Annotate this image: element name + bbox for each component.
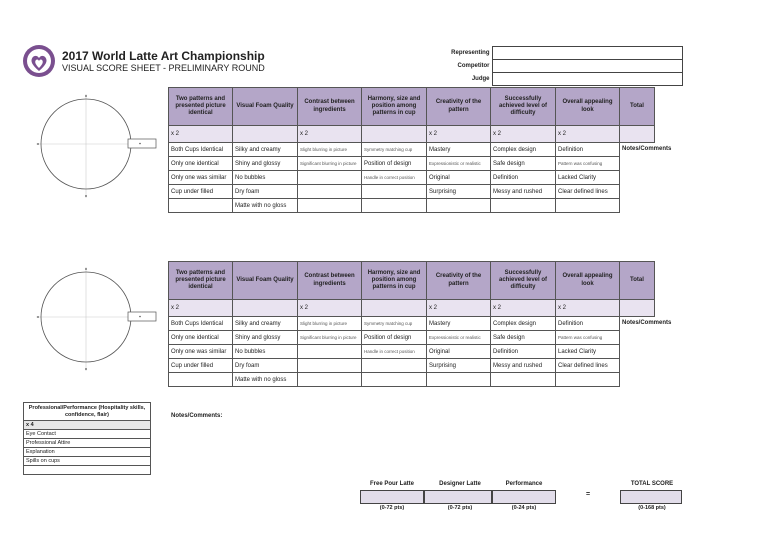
criteria-cell xyxy=(169,373,233,387)
score-table-free-pour xyxy=(168,87,672,213)
col-header: Contrast between ingredients xyxy=(298,88,362,126)
criteria-cell: No bubbles xyxy=(233,171,298,185)
multiplier: x 2 xyxy=(298,126,362,143)
criteria-cell: Original xyxy=(427,171,491,185)
free-pour-score-field[interactable] xyxy=(360,490,424,504)
total-score-label: TOTAL SCORE xyxy=(630,481,674,487)
criteria-cell xyxy=(298,345,362,359)
free-pour-range: (0-72 pts) xyxy=(379,505,405,511)
cup-diagram-free-pour xyxy=(36,94,160,198)
criteria-cell: Mastery xyxy=(427,317,491,331)
professional-item: Explanation xyxy=(24,448,151,457)
criteria-cell: Definition xyxy=(556,317,620,331)
cup-diagram-designer xyxy=(36,267,160,371)
criteria-cell: Matte with no gloss xyxy=(233,199,298,213)
criteria-cell: Shiny and glossy xyxy=(233,157,298,171)
equals-sign: = xyxy=(586,491,591,498)
total-score-range: (0-168 pts) xyxy=(638,505,666,511)
multiplier: x 2 xyxy=(556,300,620,317)
col-header: Contrast between ingredients xyxy=(298,262,362,300)
criteria-cell: Significant blurring in picture xyxy=(298,331,362,345)
total-score-field[interactable] xyxy=(620,490,682,504)
multiplier: x 2 xyxy=(491,126,556,143)
professional-item: Spills on cups xyxy=(24,457,151,466)
page-title: 2017 World Latte Art Championship xyxy=(62,49,265,63)
professional-header: Professional/Performance (Hospitality skills, confidence, flair) xyxy=(24,403,151,421)
criteria-cell: Handle in correct position xyxy=(362,171,427,185)
criteria-cell xyxy=(427,199,491,213)
criteria-cell xyxy=(491,199,556,213)
criteria-cell: Definition xyxy=(491,171,556,185)
criteria-cell: Cup under filled xyxy=(169,185,233,199)
professional-item: Eye Contact xyxy=(24,430,151,439)
competitor-info xyxy=(430,46,683,86)
criteria-cell: Mastery xyxy=(427,143,491,157)
criteria-cell: Safe design xyxy=(491,157,556,171)
criteria-cell: Surprising xyxy=(427,185,491,199)
col-header: Visual Foam Quality xyxy=(233,262,298,300)
multiplier: x 2 xyxy=(427,126,491,143)
criteria-cell xyxy=(362,373,427,387)
notes-comments-label: Notes/Comments xyxy=(622,146,672,152)
criteria-cell xyxy=(491,373,556,387)
score-cell[interactable] xyxy=(233,126,298,143)
criteria-cell: Significant blurring in picture xyxy=(298,157,362,171)
criteria-cell: Symmetry matching cup xyxy=(362,317,427,331)
multiplier: x 2 xyxy=(298,300,362,317)
col-header: Two patterns and presented picture identical xyxy=(169,88,233,126)
score-table-designer xyxy=(168,261,672,387)
criteria-cell: Expressionistic or realistic xyxy=(427,331,491,345)
col-header: Two patterns and presented picture identical xyxy=(169,262,233,300)
col-header: Successfully achieved level of difficulty xyxy=(491,262,556,300)
col-header: Creativity of the pattern xyxy=(427,88,491,126)
criteria-cell: Dry foam xyxy=(233,359,298,373)
total-cell[interactable] xyxy=(620,300,655,317)
competitor-field[interactable] xyxy=(492,60,682,73)
criteria-cell: Slight blurring in picture xyxy=(298,143,362,157)
representing-label: Representing xyxy=(451,50,490,56)
col-header-total: Total xyxy=(620,88,655,126)
multiplier: x 2 xyxy=(427,300,491,317)
criteria-cell: Lacked Clarity xyxy=(556,171,620,185)
criteria-cell: Safe design xyxy=(491,331,556,345)
multiplier: x 2 xyxy=(169,126,233,143)
criteria-cell: Only one was similar xyxy=(169,345,233,359)
col-header: Harmony, size and position among patterns in cup xyxy=(362,88,427,126)
criteria-cell: No bubbles xyxy=(233,345,298,359)
criteria-cell: Surprising xyxy=(427,359,491,373)
designer-latte-score-field[interactable] xyxy=(424,490,492,504)
criteria-cell: Clear defined lines xyxy=(556,359,620,373)
total-cell[interactable] xyxy=(620,126,655,143)
criteria-cell: Position of design xyxy=(362,331,427,345)
criteria-cell: Complex design xyxy=(491,143,556,157)
competitor-label: Competitor xyxy=(457,63,490,69)
multiplier: x 2 xyxy=(556,126,620,143)
professional-performance-table xyxy=(23,402,151,475)
criteria-cell: Only one identical xyxy=(169,157,233,171)
criteria-cell: Definition xyxy=(491,345,556,359)
representing-field[interactable] xyxy=(492,47,682,60)
criteria-cell: Messy and rushed xyxy=(491,359,556,373)
criteria-cell xyxy=(427,373,491,387)
criteria-cell xyxy=(556,199,620,213)
multiplier: x 2 xyxy=(491,300,556,317)
col-header: Successfully achieved level of difficulty xyxy=(491,88,556,126)
free-pour-label: Free Pour Latte xyxy=(369,481,414,487)
criteria-cell: Silky and creamy xyxy=(233,143,298,157)
criteria-cell: Both Cups Identical xyxy=(169,143,233,157)
designer-latte-range: (0-72 pts) xyxy=(447,505,473,511)
criteria-cell: Both Cups Identical xyxy=(169,317,233,331)
criteria-cell: Cup under filled xyxy=(169,359,233,373)
performance-label: Performance xyxy=(505,481,543,487)
criteria-cell xyxy=(362,199,427,213)
criteria-cell: Matte with no gloss xyxy=(233,373,298,387)
page-subtitle: VISUAL SCORE SHEET - PRELIMINARY ROUND xyxy=(62,63,265,73)
col-header: Overall appealing look xyxy=(556,262,620,300)
judge-field[interactable] xyxy=(492,73,682,86)
score-cell[interactable] xyxy=(362,126,427,143)
criteria-cell: Dry foam xyxy=(233,185,298,199)
col-header: Harmony, size and position among patterns in cup xyxy=(362,262,427,300)
criteria-cell xyxy=(298,171,362,185)
criteria-cell: Position of design xyxy=(362,157,427,171)
criteria-cell: Complex design xyxy=(491,317,556,331)
criteria-cell: Silky and creamy xyxy=(233,317,298,331)
professional-score-cell[interactable] xyxy=(24,466,151,475)
col-header: Overall appealing look xyxy=(556,88,620,126)
criteria-cell xyxy=(298,373,362,387)
col-header: Visual Foam Quality xyxy=(233,88,298,126)
col-header: Creativity of the pattern xyxy=(427,262,491,300)
score-cell[interactable] xyxy=(362,300,427,317)
professional-multiplier: x 4 xyxy=(24,421,151,430)
criteria-cell: Clear defined lines xyxy=(556,185,620,199)
criteria-cell xyxy=(362,359,427,373)
notes-comments-heading: Notes/Comments: xyxy=(171,413,223,419)
performance-score-field[interactable] xyxy=(492,490,556,504)
col-header-total: Total xyxy=(620,262,655,300)
criteria-cell xyxy=(298,359,362,373)
performance-range: (0-24 pts) xyxy=(511,505,537,511)
criteria-cell: Definition xyxy=(556,143,620,157)
criteria-cell: Pattern was confusing xyxy=(556,157,620,171)
criteria-cell: Symmetry matching cup xyxy=(362,143,427,157)
criteria-cell xyxy=(298,199,362,213)
criteria-cell xyxy=(298,185,362,199)
notes-comments-label: Notes/Comments xyxy=(622,320,672,326)
criteria-cell: Lacked Clarity xyxy=(556,345,620,359)
criteria-cell: Pattern was confusing xyxy=(556,331,620,345)
criteria-cell: Only one was similar xyxy=(169,171,233,185)
criteria-cell xyxy=(556,373,620,387)
professional-item: Professional Attire xyxy=(24,439,151,448)
multiplier: x 2 xyxy=(169,300,233,317)
criteria-cell: Shiny and glossy xyxy=(233,331,298,345)
criteria-cell: Only one identical xyxy=(169,331,233,345)
criteria-cell: Handle in correct position xyxy=(362,345,427,359)
championship-logo xyxy=(22,44,56,78)
designer-latte-label: Designer Latte xyxy=(439,481,481,487)
criteria-cell: Messy and rushed xyxy=(491,185,556,199)
criteria-cell: Original xyxy=(427,345,491,359)
criteria-cell: Slight blurring in picture xyxy=(298,317,362,331)
score-cell[interactable] xyxy=(233,300,298,317)
criteria-cell xyxy=(169,199,233,213)
criteria-cell: Expressionistic or realistic xyxy=(427,157,491,171)
criteria-cell xyxy=(362,185,427,199)
judge-label: Judge xyxy=(471,76,490,82)
